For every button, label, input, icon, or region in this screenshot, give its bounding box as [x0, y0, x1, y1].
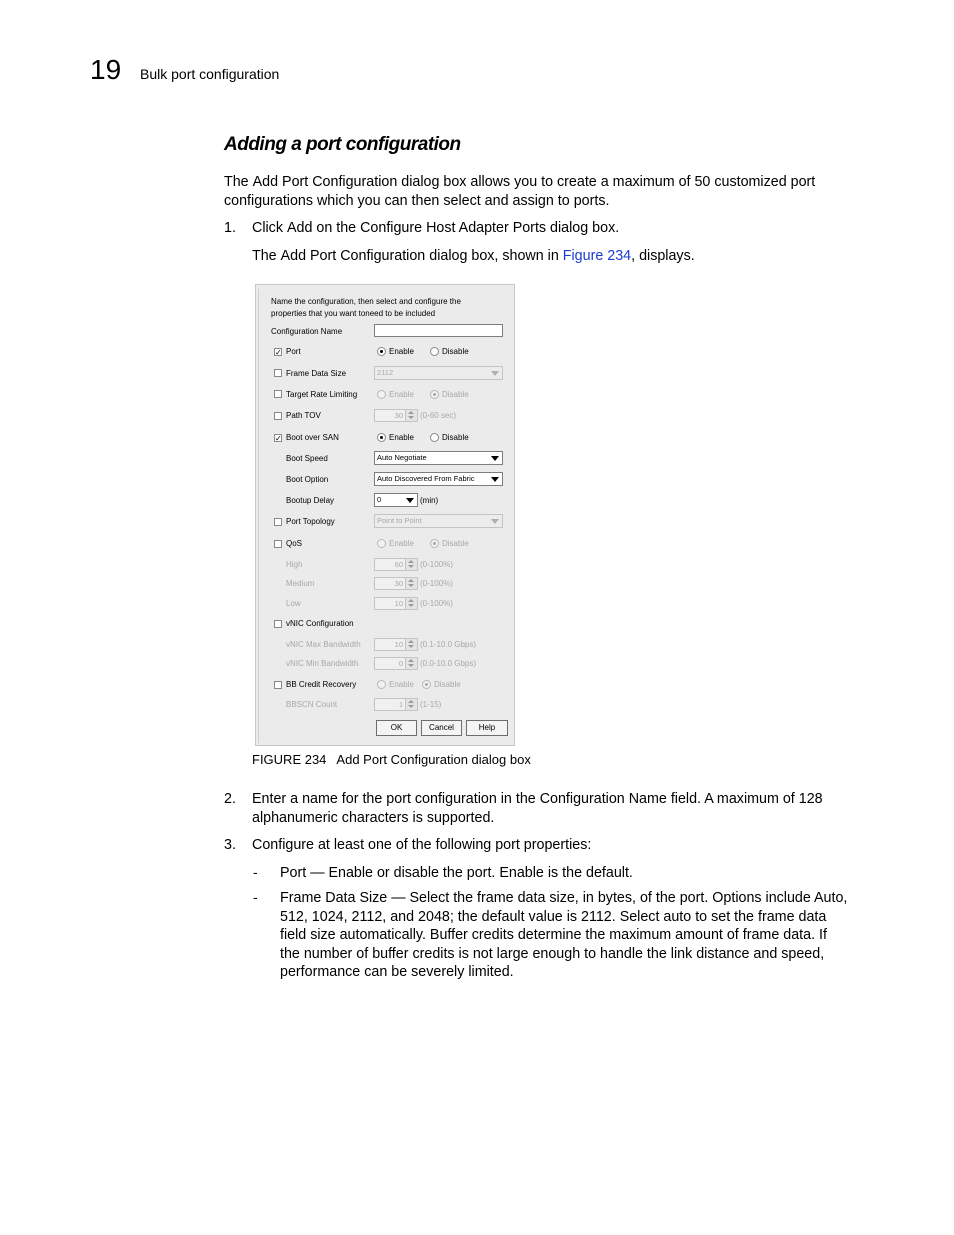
port-topology-select[interactable]	[374, 514, 503, 528]
qos-checkbox[interactable]	[274, 540, 282, 548]
bullet-fds-line4: the number of buffer credits is not large enough to handle the link distance and speed,	[280, 945, 825, 962]
frame-data-size-select[interactable]	[374, 366, 503, 380]
bos-enable-radio[interactable]	[377, 433, 386, 442]
chapter-title: Bulk port configuration	[140, 66, 280, 82]
qos-enable-label: Enable	[389, 539, 414, 548]
qos-high-value: 60	[394, 560, 403, 569]
bullet-port	[280, 864, 633, 883]
chevron-down-icon	[491, 371, 499, 376]
bbscn-label: BBSCN Count	[286, 700, 338, 709]
vnic-max-spinner[interactable]	[374, 638, 418, 651]
trl-enable-radio[interactable]	[377, 390, 386, 399]
bullet-fds-text: — Select the frame data size, in bytes, of the port. Options include Auto,	[387, 890, 848, 906]
target-rate-limiting-label: Target Rate Limiting	[286, 390, 358, 399]
bullet-fds-line3: field size automatically. Buffer credits determine the maximum amount of frame data. If	[280, 927, 827, 943]
spinner-arrows-icon[interactable]	[405, 639, 417, 650]
step-1-number: 1.	[224, 220, 236, 236]
trl-disable-radio[interactable]	[430, 390, 439, 399]
boot-option-select[interactable]	[374, 472, 503, 486]
bullet-port-text: — Enable or disable the port. Enable is the default.	[306, 865, 633, 881]
qos-medium-label: Medium	[286, 579, 315, 588]
frame-data-size-value: 2112	[377, 368, 394, 377]
qos-high-range: (0-100%)	[420, 560, 453, 569]
intro-line2: configurations which you can then select and assign to ports.	[224, 192, 610, 209]
step-1-sub-text3: , displays.	[631, 248, 695, 264]
help-button[interactable]: Help	[466, 720, 508, 736]
boot-over-san-label: Boot over SAN	[286, 433, 339, 442]
qos-disable-radio[interactable]	[430, 539, 439, 548]
qos-high-label: High	[286, 560, 303, 569]
intro-text: The	[224, 174, 249, 190]
frame-data-size-checkbox[interactable]	[274, 369, 282, 377]
port-label: Port	[286, 347, 301, 356]
port-topology-value: Point to Point	[377, 516, 422, 525]
port-disable-label: Disable	[442, 347, 469, 356]
bb-disable-label: Disable	[434, 680, 461, 689]
bullet-fds-line2: 512, 1024, 2112, and 2048; the default value is 2112. Select auto to set the frame data	[280, 908, 827, 925]
spinner-arrows-icon[interactable]	[405, 699, 417, 710]
spinner-arrows-icon[interactable]	[405, 598, 417, 609]
section-title: Adding a port configuration	[224, 134, 461, 155]
dialog-panel	[258, 289, 512, 743]
vnic-min-value: 0	[398, 659, 403, 668]
figure-link[interactable]: Figure 234	[562, 248, 632, 264]
bos-disable-label: Disable	[442, 433, 469, 442]
step-2-text: Enter a name for the port configuration in the	[252, 791, 540, 807]
qos-medium-spinner[interactable]	[374, 577, 418, 590]
bb-enable-label: Enable	[389, 680, 414, 689]
bbscn-value: 1	[398, 700, 403, 709]
vnic-min-spinner[interactable]	[374, 657, 418, 670]
step-1-sub-text: The	[252, 248, 281, 264]
spinner-arrows-icon[interactable]	[405, 410, 417, 421]
boot-over-san-checkbox[interactable]: ✓	[275, 434, 282, 443]
chapter-number: 19	[90, 54, 122, 85]
port-topology-label: Port Topology	[286, 517, 335, 526]
spinner-arrows-icon[interactable]	[405, 658, 417, 669]
bullet-frame-data-size	[280, 889, 847, 982]
step-3-number: 3.	[224, 837, 236, 853]
bullet-fds-name: Frame Data Size	[280, 890, 388, 906]
path-tov-label: Path TOV	[286, 411, 321, 420]
figure-caption	[252, 752, 531, 767]
step-2-line2: alphanumeric characters is supported.	[252, 809, 495, 826]
port-enable-radio[interactable]	[377, 347, 386, 356]
qos-medium-range: (0-100%)	[420, 579, 453, 588]
boot-speed-value: Auto Negotiate	[377, 453, 427, 462]
chevron-down-icon	[491, 519, 499, 524]
bootup-delay-label: Bootup Delay	[286, 496, 335, 505]
intro-paragraph	[224, 173, 815, 210]
cancel-button[interactable]: Cancel	[421, 720, 462, 736]
step-1-sub	[252, 247, 695, 266]
add-port-configuration-dialog	[255, 284, 515, 746]
path-tov-spinner[interactable]	[374, 409, 418, 422]
config-name-input[interactable]	[374, 324, 503, 337]
port-disable-radio[interactable]	[430, 347, 439, 356]
step-2-text2: field. A maximum of 128	[666, 791, 823, 807]
bootup-delay-unit: (min)	[420, 496, 439, 505]
qos-enable-radio[interactable]	[377, 539, 386, 548]
target-rate-limiting-checkbox[interactable]	[274, 390, 282, 398]
instruction-line-1: Name the configuration, then select and configure the	[271, 297, 461, 306]
spinner-arrows-icon[interactable]	[405, 578, 417, 589]
bootup-delay-value: 0	[377, 495, 382, 504]
bullet-port-name: Port	[280, 865, 307, 881]
bootup-delay-select[interactable]	[374, 493, 418, 507]
intro-bold: Add Port Configuration	[252, 174, 398, 190]
ok-button[interactable]: OK	[376, 720, 417, 736]
bb-enable-radio[interactable]	[377, 680, 386, 689]
spinner-arrows-icon[interactable]	[405, 559, 417, 570]
frame-data-size-label: Frame Data Size	[286, 369, 347, 378]
qos-low-value: 10	[394, 599, 403, 608]
chevron-down-icon	[491, 477, 499, 482]
figure-label: FIGURE 234	[252, 752, 327, 767]
path-tov-range: (0-60 sec)	[420, 411, 457, 420]
step-1-sub-bold: Add Port Configuration	[280, 248, 426, 264]
qos-low-spinner[interactable]	[374, 597, 418, 610]
bullet-dash: -	[253, 864, 258, 880]
step-3-text: Configure at least one of the following port properties:	[252, 837, 592, 853]
qos-low-label: Low	[286, 599, 301, 608]
path-tov-value: 30	[394, 411, 403, 420]
config-name-label: Configuration Name	[271, 327, 343, 336]
step-1-text2: on the	[312, 220, 361, 236]
chevron-down-icon	[491, 456, 499, 461]
step-1-bold-dialog: Configure Host Adapter Ports	[360, 220, 547, 236]
figure-caption-text: Add Port Configuration dialog box	[336, 752, 531, 767]
boot-speed-label: Boot Speed	[286, 454, 328, 463]
vnic-config-label: vNIC Configuration	[286, 619, 354, 628]
bbscn-range: (1-15)	[420, 700, 442, 709]
boot-speed-select[interactable]	[374, 451, 503, 465]
path-tov-checkbox[interactable]	[274, 412, 282, 420]
step-1-text3: dialog box.	[546, 220, 620, 236]
port-enable-label: Enable	[389, 347, 414, 356]
step-2-number: 2.	[224, 791, 236, 807]
vnic-max-value: 10	[394, 640, 403, 649]
step-2-bold: Configuration Name	[539, 791, 667, 807]
qos-label: QoS	[286, 539, 303, 548]
vnic-config-checkbox[interactable]	[274, 620, 282, 628]
bullet-fds-line5: performance can be severely limited.	[280, 964, 514, 980]
step-1	[252, 219, 619, 238]
instruction-line-2: properties that you want toneed to be included	[271, 309, 436, 318]
vnic-min-label: vNIC Min Bandwidth	[286, 659, 359, 668]
trl-enable-label: Enable	[389, 390, 414, 399]
bb-disable-radio[interactable]	[422, 680, 431, 689]
vnic-min-range: (0.0-10.0 Gbps)	[420, 659, 477, 668]
vnic-max-range: (0.1-10.0 Gbps)	[420, 640, 477, 649]
qos-disable-label: Disable	[442, 539, 469, 548]
port-topology-checkbox[interactable]	[274, 518, 282, 526]
boot-option-label: Boot Option	[286, 475, 329, 484]
bullet-dash: -	[253, 889, 258, 905]
step-2	[252, 790, 823, 827]
bb-credit-checkbox[interactable]	[274, 681, 282, 689]
trl-disable-label: Disable	[442, 390, 469, 399]
bbscn-spinner[interactable]	[374, 698, 418, 711]
port-checkbox[interactable]: ✓	[275, 348, 282, 357]
vnic-max-label: vNIC Max Bandwidth	[286, 640, 361, 649]
qos-low-range: (0-100%)	[420, 599, 453, 608]
bb-credit-label: BB Credit Recovery	[286, 680, 357, 689]
chevron-down-icon	[406, 498, 414, 503]
boot-option-value: Auto Discovered From Fabric	[377, 474, 475, 483]
bos-enable-label: Enable	[389, 433, 414, 442]
step-1-text: Click	[252, 220, 287, 236]
bos-disable-radio[interactable]	[430, 433, 439, 442]
qos-high-spinner[interactable]	[374, 558, 418, 571]
step-1-bold-add: Add	[286, 220, 313, 236]
qos-medium-value: 30	[394, 579, 403, 588]
intro-text-rest: dialog box allows you to create a maximum of 50 customized port	[397, 174, 816, 190]
step-1-sub-text2: dialog box, shown in	[425, 248, 563, 264]
